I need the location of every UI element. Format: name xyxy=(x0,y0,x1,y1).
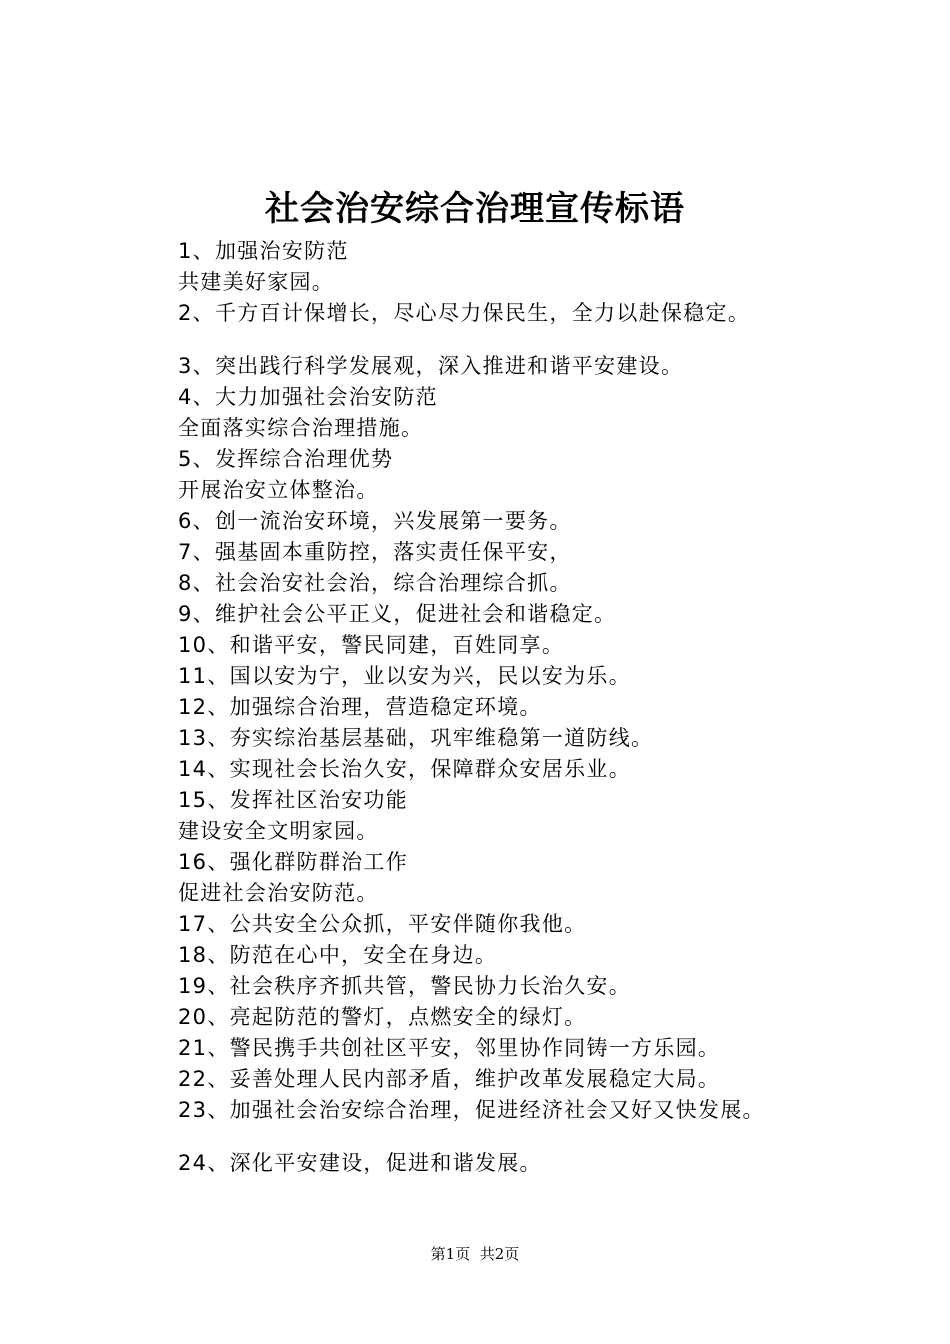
slogan-line: 16、强化群防群治工作 xyxy=(178,850,409,874)
slogan-line: 19、社会秩序齐抓共管，警民协力长治久安。 xyxy=(178,974,632,998)
slogan-list xyxy=(178,236,943,1179)
slogan-line: 促进社会治安防范。 xyxy=(178,881,379,905)
slogan-line: 18、防范在心中，安全在身边。 xyxy=(178,943,498,967)
slogan-line: 共建美好家园。 xyxy=(178,270,335,294)
slogan-line: 17、公共安全公众抓，平安伴随你我他。 xyxy=(178,912,587,936)
slogan-line: 4、大力加强社会治安防范 xyxy=(178,385,438,409)
slogan-line: 10、和谐平安，警民同建，百姓同享。 xyxy=(178,633,565,657)
slogan-line: 23、加强社会治安综合治理，促进经济社会又好又快发展。 xyxy=(178,1098,765,1122)
page-number: 第1页 xyxy=(430,1245,471,1263)
slogan-line: 全面落实综合治理措施。 xyxy=(178,416,424,440)
slogan-line: 15、发挥社区治安功能 xyxy=(178,788,409,812)
slogan-line: 1、加强治安防范 xyxy=(178,239,349,263)
slogan-line: 14、实现社会长治久安，保障群众安居乐业。 xyxy=(178,757,632,781)
slogan-line: 20、亮起防范的警灯，点燃安全的绿灯。 xyxy=(178,1005,587,1029)
slogan-line: 22、妥善处理人民内部矛盾，维护改革发展稳定大局。 xyxy=(178,1067,721,1091)
slogan-line: 7、强基固本重防控，落实责任保平安， xyxy=(178,540,572,564)
slogan-line: 24、深化平安建设，促进和谐发展。 xyxy=(178,1151,542,1175)
slogan-line: 8、社会治安社会治，综合治理综合抓。 xyxy=(178,571,572,595)
slogan-line: 21、警民携手共创社区平安，邻里协作同铸一方乐园。 xyxy=(178,1036,721,1060)
page-footer xyxy=(0,1242,950,1266)
blank-line xyxy=(178,1126,943,1148)
slogan-line: 5、发挥综合治理优势 xyxy=(178,447,394,471)
slogan-line: 9、维护社会公平正义，促进社会和谐稳定。 xyxy=(178,602,617,626)
slogan-line: 建设安全文明家园。 xyxy=(178,819,379,843)
slogan-line: 11、国以安为宁，业以安为兴，民以安为乐。 xyxy=(178,664,632,688)
document-title: 社会治安综合治理宣传标语 xyxy=(265,189,685,229)
slogan-line: 开展治安立体整治。 xyxy=(178,478,379,502)
slogan-line: 12、加强综合治理，营造稳定环境。 xyxy=(178,695,542,719)
slogan-line: 3、突出践行科学发展观，深入推进和谐平安建设。 xyxy=(178,354,684,378)
slogan-line: 2、千方百计保增长，尽心尽力保民生，全力以赴保稳定。 xyxy=(178,301,751,325)
page-total: 共2页 xyxy=(479,1245,520,1263)
slogan-line: 13、夯实综治基层基础，巩牢维稳第一道防线。 xyxy=(178,726,654,750)
blank-line xyxy=(178,329,943,351)
slogan-line: 6、创一流治安环境，兴发展第一要务。 xyxy=(178,509,572,533)
